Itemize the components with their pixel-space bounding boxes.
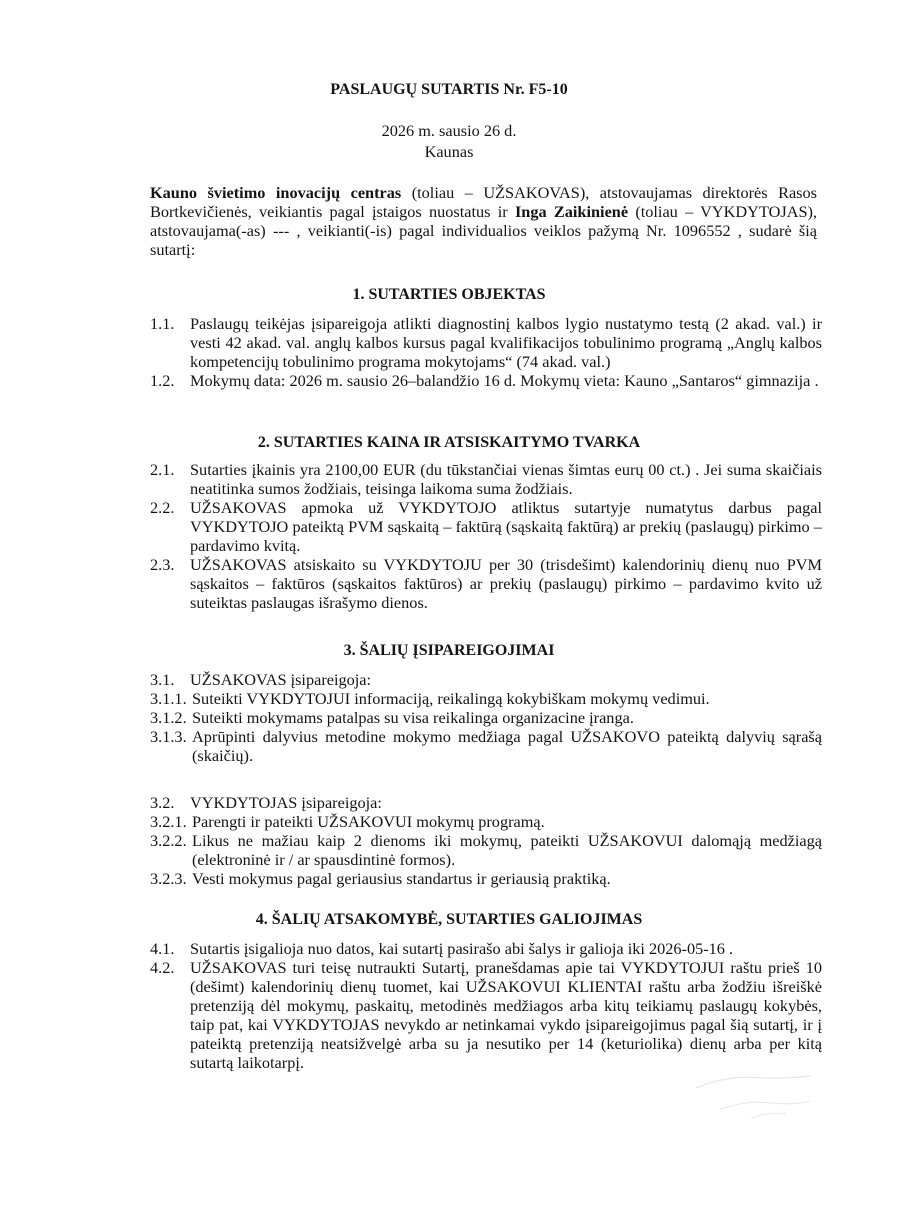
clause-number: 3.1.2. bbox=[150, 708, 187, 727]
clause-text: Paslaugų teikėjas įsipareigoja atlikti diagnostinį kalbos lygio nustatymo testą (2 akad. val.) ir vesti 42 akad. val. anglų kalbos kursus pagal kvalifikacijos tobulinimo programą „Anglų kalbos kompetencijų tobulinimo programa mokytojams“ (74 akad. val.) bbox=[190, 314, 822, 371]
clause-number: 3.2.3. bbox=[150, 869, 187, 888]
clause-number: 2.3. bbox=[150, 555, 175, 574]
section-1-heading: 1. SUTARTIES OBJEKTAS bbox=[352, 286, 546, 303]
clause-1-1 bbox=[150, 314, 822, 371]
clause-number: 1.1. bbox=[150, 314, 175, 333]
clause-2-3 bbox=[150, 555, 822, 612]
clause-number: 4.2. bbox=[150, 958, 175, 977]
contract-title: PASLAUGŲ SUTARTIS Nr. F5-10 bbox=[330, 81, 568, 98]
intro-text-2: (toliau – VYKDYTOJAS), atstovaujama(-as) --- , veikianti(-is) pagal individualios veiklos pažymą Nr. 1096552 , sudarė šią sutartį: bbox=[150, 202, 817, 259]
clause-2-2 bbox=[150, 498, 822, 555]
clause-3-1-1 bbox=[150, 689, 822, 708]
clause-3-2-1 bbox=[150, 812, 822, 831]
clause-3-2-3 bbox=[150, 869, 822, 888]
clause-number: 3.1. bbox=[150, 670, 175, 689]
clause-1-2 bbox=[150, 371, 822, 390]
section-1-body bbox=[150, 314, 822, 390]
clause-number: 1.2. bbox=[150, 371, 175, 390]
customer-name: Kauno švietimo inovacijų centras bbox=[150, 183, 402, 202]
section-4-body bbox=[150, 939, 822, 1072]
clause-text: VYKDYTOJAS įsipareigoja: bbox=[190, 793, 382, 812]
contract-city: Kaunas bbox=[424, 142, 474, 161]
intro-text-1: (toliau – UŽSAKOVAS), atstovaujamas direktorės Rasos Bortkevičienės, veikiantis pagal įstaigos nuostatus ir bbox=[150, 183, 817, 221]
clause-3-1 bbox=[150, 670, 822, 689]
section-4-heading: 4. ŠALIŲ ATSAKOMYBĖ, SUTARTIES GALIOJIMAS bbox=[255, 911, 643, 928]
clause-number: 2.1. bbox=[150, 460, 175, 479]
section-2-heading: 2. SUTARTIES KAINA IR ATSISKAITYMO TVARKA bbox=[257, 434, 641, 451]
section-2-body bbox=[150, 460, 822, 612]
clause-4-1 bbox=[150, 939, 822, 958]
clause-3-1-2 bbox=[150, 708, 822, 727]
clause-number: 3.2.2. bbox=[150, 831, 187, 850]
section-3-customer-body bbox=[150, 670, 822, 765]
clause-text: Mokymų data: 2026 m. sausio 26–balandžio 16 d. Mokymų vieta: Kauno „Santaros“ gimnazija . bbox=[190, 371, 819, 390]
clause-text: UŽSAKOVAS apmoka už VYKDYTOJO atliktus sutartyje numatytus darbus pagal VYKDYTOJO pateiktą PVM sąskaitą – faktūrą (sąskaitą faktūrą) ar prekių (paslaugų) pirkimo – pardavimo kvitą. bbox=[190, 498, 822, 555]
clause-number: 2.2. bbox=[150, 498, 175, 517]
clause-text: UŽSAKOVAS atsiskaito su VYKDYTOJU per 30 (trisdešimt) kalendorinių dienų nuo PVM sąskaitos – faktūros (sąskaitos faktūros) ar prekių (paslaugų) pirkimo – pardavimo kvito už suteiktas paslaugas išrašymo dienos. bbox=[190, 555, 822, 612]
clause-4-2 bbox=[150, 958, 822, 1072]
contractor-name: Inga Zaikinienė bbox=[514, 202, 629, 221]
clause-text: Aprūpinti dalyvius metodine mokymo medžiaga pagal UŽSAKOVO pateiktą dalyvių sąrašą (skaičių). bbox=[192, 727, 822, 765]
clause-text: UŽSAKOVAS turi teisę nutraukti Sutartį, pranešdamas apie tai VYKDYTOJUI raštu prieš 10 (dešimt) kalendorinių dienų tuomet, kai UŽSAKOVUI KLIENTAI raštu arba žodžiu išreiškė pretenziją dėl mokymų, paskaitų, metodinės medžiagos arba kitų teikiamų paslaugų kokybės, taip pat, kai VYKDYTOJAS nevykdo ar netinkamai vykdo įsipareigojimus pagal šią sutartį, ir į pateiktą pretenziją neatsižvelgė arba su ja nesutiko per 14 (keturiolika) dienų arba per kitą sutartą laikotarpį. bbox=[190, 958, 822, 1072]
section-3-heading: 3. ŠALIŲ ĮSIPAREIGOJIMAI bbox=[343, 642, 555, 659]
intro-paragraph bbox=[150, 183, 817, 259]
clause-number: 3.2. bbox=[150, 793, 175, 812]
clause-number: 3.1.3. bbox=[150, 727, 187, 746]
clause-3-2 bbox=[150, 793, 822, 812]
clause-2-1 bbox=[150, 460, 822, 498]
clause-text: Vesti mokymus pagal geriausius standartus ir geriausią praktiką. bbox=[192, 869, 611, 888]
clause-number: 3.2.1. bbox=[150, 812, 187, 831]
clause-text: Sutartis įsigalioja nuo datos, kai sutartį pasirašo abi šalys ir galioja iki 2026-05-16 . bbox=[190, 939, 734, 958]
clause-text: Suteikti mokymams patalpas su visa reikalinga organizacine įranga. bbox=[192, 708, 634, 727]
clause-text: UŽSAKOVAS įsipareigoja: bbox=[190, 670, 372, 689]
clause-3-2-2 bbox=[150, 831, 822, 869]
clause-text: Likus ne mažiau kaip 2 dienoms iki mokymų, pateikti UŽSAKOVUI dalomąją medžiagą (elektroninė ir / ar spausdintinė formos). bbox=[192, 831, 822, 869]
clause-3-1-3 bbox=[150, 727, 822, 765]
clause-number: 4.1. bbox=[150, 939, 175, 958]
clause-number: 3.1.1. bbox=[150, 689, 187, 708]
clause-text: Parengti ir pateikti UŽSAKOVUI mokymų programą. bbox=[192, 812, 545, 831]
section-3-contractor-body bbox=[150, 793, 822, 888]
clause-text: Suteikti VYKDYTOJUI informaciją, reikalingą kokybiškam mokymų vedimui. bbox=[192, 689, 710, 708]
contract-date: 2026 m. sausio 26 d. bbox=[381, 121, 517, 140]
clause-text: Sutarties įkainis yra 2100,00 EUR (du tūkstančiai vienas šimtas eurų 00 ct.) . Jei suma skaičiais neatitinka sumos žodžiais, teisinga laikoma suma žodžiais. bbox=[190, 460, 822, 498]
